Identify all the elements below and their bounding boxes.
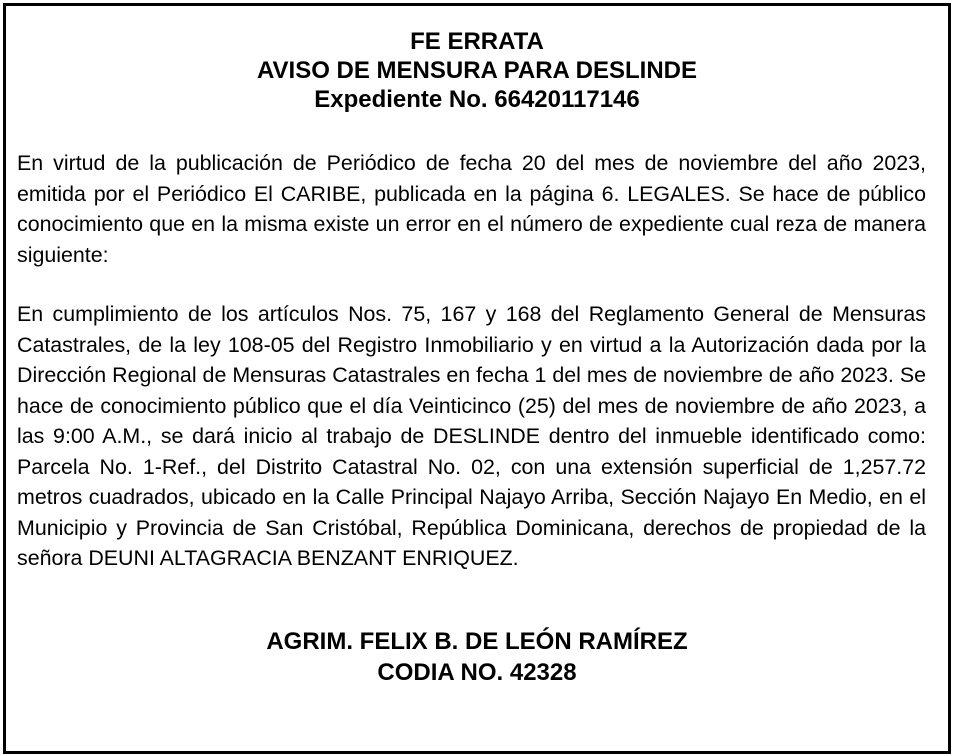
file-number: Expediente No. 66420117146 [314,86,640,113]
notice-title: AVISO DE MENSURA PARA DESLINDE [256,57,698,84]
codia-number: CODIA NO. 42328 [377,659,577,686]
errata-title: FE ERRATA [410,28,544,55]
errata-paragraph: En virtud de la publicación de Periódico de fecha 20 del mes de noviembre del año 2023, emitida por el Periódico El CARIBE, publicada en la página 6. LEGALES. Se hace de público conocimiento que en la misma existe un error en el número de expediente cual reza de manera siguiente: [17,151,926,267]
notice-header [0,27,954,114]
surveyor-name: AGRIM. FELIX B. DE LEÓN RAMÍREZ [266,628,688,655]
notice-paragraph: En cumplimiento de los artículos Nos. 75, 167 y 168 del Reglamento General de Mensuras Catastrales, de la ley 108-05 del Registro Inmobiliario y en virtud a la Autorización dada por la Dirección Regional de Mensuras Catastrales en fecha 1 del mes de noviembre de año 2023. Se hace de conocimiento público que el día Veinticinco (25) del mes de noviembre de año 2023, a las 9:00 A.M., se dará inicio al trabajo de DESLINDE dentro del inmueble identificado como: Parcela No. 1-Ref., del Distrito Catastral No. 02, con una extensión superficial de 1,257.72 metros cuadrados, ubicado en la Calle Principal Najayo Arriba, Sección Najayo En Medio, en el Municipio y Provincia de San Cristóbal, República Dominicana, derechos de propiedad de la señora DEUNI ALTAGRACIA BENZANT ENRIQUEZ. [17,302,926,570]
signature-block [0,626,954,688]
